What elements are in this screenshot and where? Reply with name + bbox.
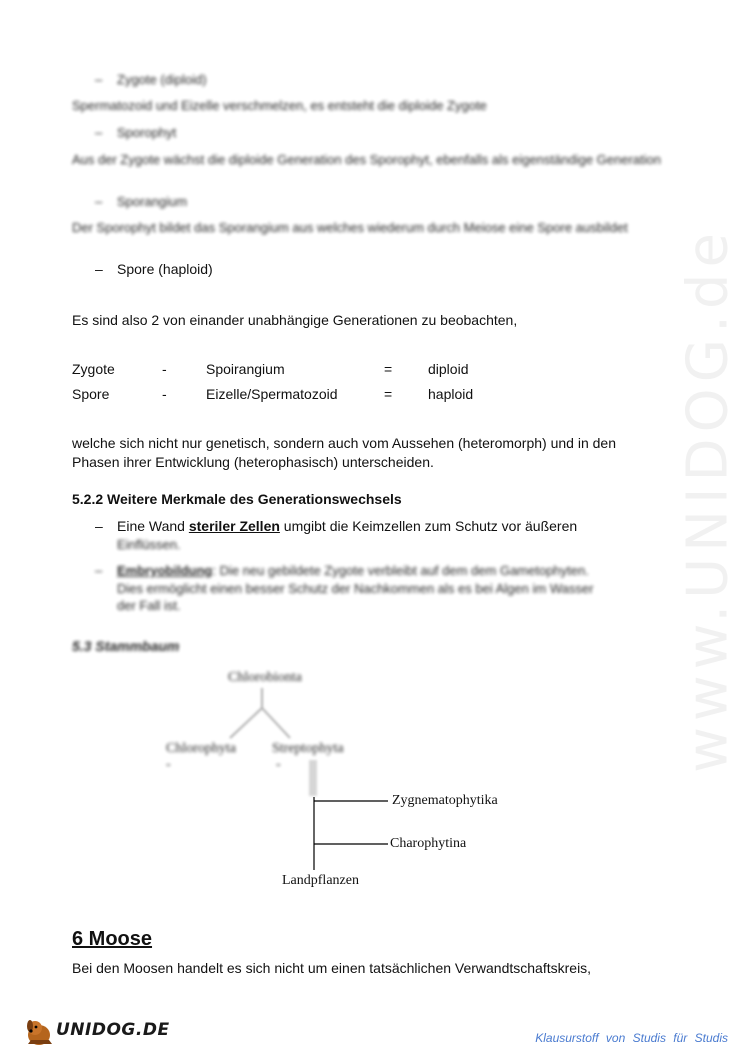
list-item-bold: steriler Zellen xyxy=(188,518,280,534)
list-item-text: Spermatozoid und Eizelle verschmelzen, es entsteht die diploide Zygote xyxy=(72,98,487,113)
table-cell: diploid xyxy=(428,361,469,377)
list-dash: – xyxy=(95,518,103,534)
list-item-text: umgibt die Keimzellen zum Schutz vor äußeren xyxy=(279,518,578,534)
list-dash: – xyxy=(95,261,103,277)
moose-paragraph: Bei den Moosen handelt es sich nicht um einen tatsächlichen Verwandtschaftskreis, xyxy=(72,960,592,976)
list-bullet: Spore (haploid) xyxy=(117,261,213,277)
section-heading-5-2-2: 5.2.2 Weitere Merkmale des Generationswechsels xyxy=(72,491,402,507)
list-item-text: Aus der Zygote wächst die diploide Generation des Sporophyt, ebenfalls als eigenständige Generation xyxy=(72,152,661,167)
list-dash: – xyxy=(95,563,103,578)
unidog-logo[interactable] xyxy=(22,1014,170,1048)
tree-mark: - xyxy=(276,757,281,772)
section-heading-6: 6 Moose xyxy=(72,928,153,950)
tree-mark: - xyxy=(166,757,171,772)
table-cell: Spore xyxy=(72,386,110,402)
list-item-text: der Fall ist. xyxy=(117,598,181,613)
list-dash: – xyxy=(95,194,103,209)
table-cell: Eizelle/Spermatozoid xyxy=(206,386,338,402)
table-cell: - xyxy=(162,361,167,377)
logo-text: UNIDOG.DE xyxy=(56,1020,170,1040)
footer-tagline: Klausurstoff von Studis für Studis xyxy=(535,1031,728,1045)
list-bullet: Sporangium xyxy=(117,194,188,209)
paragraph-line: welche sich nicht nur genetisch, sondern auch vom Aussehen (heteromorph) und in den xyxy=(72,435,616,451)
tree-branch-1-label: Zygnematophytika xyxy=(392,793,498,808)
tree-left-label: Chlorophyta xyxy=(166,741,236,756)
table-cell: Spoirangium xyxy=(206,361,285,377)
tree-branch-2-label: Charophytina xyxy=(390,836,467,851)
list-item-text: : Die neu gebildete Zygote verbleibt auf dem dem Gametophyten. xyxy=(212,563,589,578)
intro-sentence: Es sind also 2 von einander unabhängige Generationen zu beobachten, xyxy=(72,312,518,328)
list-item-text: Einflüssen. xyxy=(117,537,181,552)
tree-branch-left xyxy=(230,708,262,738)
table-cell: haploid xyxy=(428,386,474,402)
section-heading-5-3: 5.3 Stammbaum xyxy=(72,638,180,654)
watermark: www.UNIDOG.de xyxy=(675,227,741,773)
list-dash: – xyxy=(95,125,103,140)
tree-right-label: Streptophyta xyxy=(272,741,344,756)
paragraph-line: Phasen ihrer Entwicklung (heterophasisch) unterscheiden. xyxy=(72,454,434,470)
tree-root-label: Chlorobionta xyxy=(228,670,302,685)
list-item-text: Der Sporophyt bildet das Sporangium aus welches wiederum durch Meiose eine Spore ausbildet xyxy=(72,220,628,235)
tree-blur-stem xyxy=(309,760,317,796)
tree-branch-right xyxy=(262,708,290,738)
table-cell: Zygote xyxy=(72,361,115,377)
list-item-text: Eine Wand xyxy=(117,518,189,534)
table-cell: - xyxy=(162,386,167,402)
list-item-bold: Embryobildung xyxy=(117,563,213,578)
tree-bottom-label: Landpflanzen xyxy=(282,873,359,888)
list-bullet: Zygote (diploid) xyxy=(117,72,207,87)
list-bullet: Sporophyt xyxy=(117,125,177,140)
list-item-text: Dies ermöglicht einen besser Schutz der Nachkommen als es bei Algen im Wasser xyxy=(117,581,594,596)
list-dash: – xyxy=(95,72,103,87)
table-cell: = xyxy=(384,361,393,377)
dog-icon xyxy=(22,1014,56,1048)
table-cell: = xyxy=(384,386,393,402)
